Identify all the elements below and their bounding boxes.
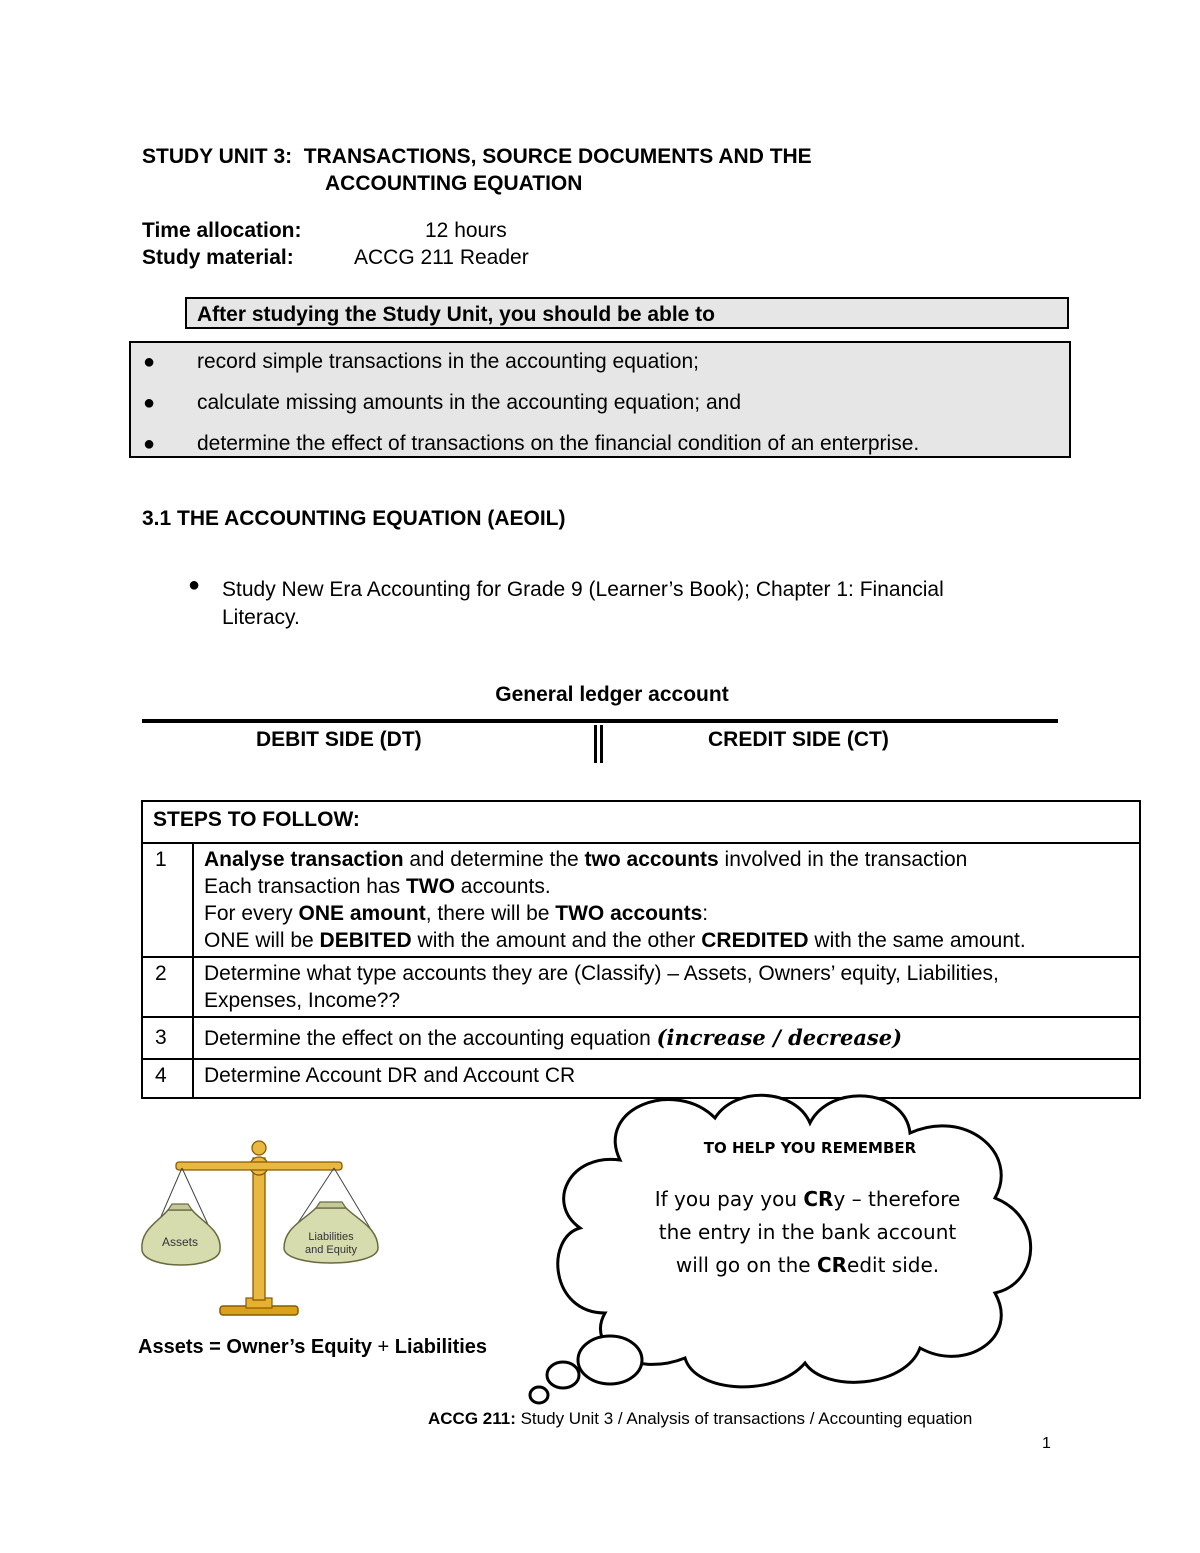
table-row — [142, 843, 1140, 957]
ledger-top-rule — [142, 719, 1058, 723]
credit-side-label: CREDIT SIDE (CT) — [708, 728, 889, 751]
debit-side-label: DEBIT SIDE (DT) — [256, 728, 422, 751]
bullet-icon: ● — [143, 392, 156, 414]
step-number: 4 — [142, 1059, 193, 1098]
bullet-icon: ● — [143, 433, 156, 455]
time-allocation-row — [142, 217, 301, 244]
objectives-heading: After studying the Study Unit, you should be able to — [185, 297, 1069, 329]
time-allocation-value: 12 hours — [425, 219, 507, 242]
scale-bag-equity: and Equity — [305, 1244, 357, 1256]
scale-bag-assets: Assets — [161, 1235, 199, 1249]
table-header-row — [142, 801, 1140, 843]
unit-title-line1: STUDY UNIT 3: TRANSACTIONS, SOURCE DOCUMENTS AND THE — [142, 145, 812, 168]
table-row — [142, 957, 1140, 1017]
unit-title-line2: ACCOUNTING EQUATION — [325, 172, 583, 195]
cloud-text: If you pay you CRy – therefore the entry in the bank account will go on the CRedit side. — [654, 1187, 961, 1277]
time-allocation-label: Time allocation: — [142, 219, 302, 242]
steps-header: STEPS TO FOLLOW: — [142, 801, 1140, 843]
bullet-icon: ● — [143, 351, 156, 373]
scale-bag-liabilities: Liabilities — [308, 1231, 354, 1243]
page-number: 1 — [1042, 1435, 1051, 1452]
unit-title — [142, 143, 812, 197]
ledger-divider — [594, 725, 597, 763]
study-material-label: Study material: — [142, 246, 294, 269]
step-text: Determine Account DR and Account CR — [193, 1059, 1140, 1098]
bullet-icon: ● — [188, 574, 201, 596]
accounting-equation: Assets = Owner’s Equity + Liabilities — [138, 1336, 488, 1358]
study-material-row — [142, 244, 294, 271]
step-number: 3 — [142, 1017, 193, 1059]
ledger-divider — [600, 725, 603, 763]
step-text: Determine the effect on the accounting equation (increase / decrease) — [193, 1017, 1140, 1059]
steps-table — [141, 800, 1141, 1099]
study-instruction: Study New Era Accounting for Grade 9 (Learner’s Book); Chapter 1: Financial Literacy. — [222, 578, 944, 629]
cloud-heading: TO HELP YOU REMEMBER — [703, 1139, 917, 1157]
balance-scale-image — [138, 1138, 388, 1323]
step-text: Determine what type accounts they are (Classify) – Assets, Owners’ equity, Liabilities, Expenses, Income?? — [193, 957, 1140, 1017]
step-number: 1 — [142, 843, 193, 957]
step-text: Analyse transaction and determine the two accounts involved in the transaction Each transaction has TWO accounts. For every ONE amount, there will be TWO accounts: ONE will be DEBITED with the amount and the other CREDITED with the same amount. — [193, 843, 1140, 957]
page-footer: ACCG 211: Study Unit 3 / Analysis of transactions / Accounting equation — [428, 1409, 973, 1428]
table-row — [142, 1017, 1140, 1059]
study-material-value: ACCG 211 Reader — [354, 246, 529, 269]
section-title: 3.1 THE ACCOUNTING EQUATION (AEOIL) — [142, 507, 566, 530]
step-number: 2 — [142, 957, 193, 1017]
ledger-title: General ledger account — [495, 683, 729, 706]
objectives-box: ● record simple transactions in the accounting equation; ● calculate missing amounts in the accounting equation; and ● determine the effect of transactions on the financial condition of an enterprise. — [129, 341, 1071, 458]
